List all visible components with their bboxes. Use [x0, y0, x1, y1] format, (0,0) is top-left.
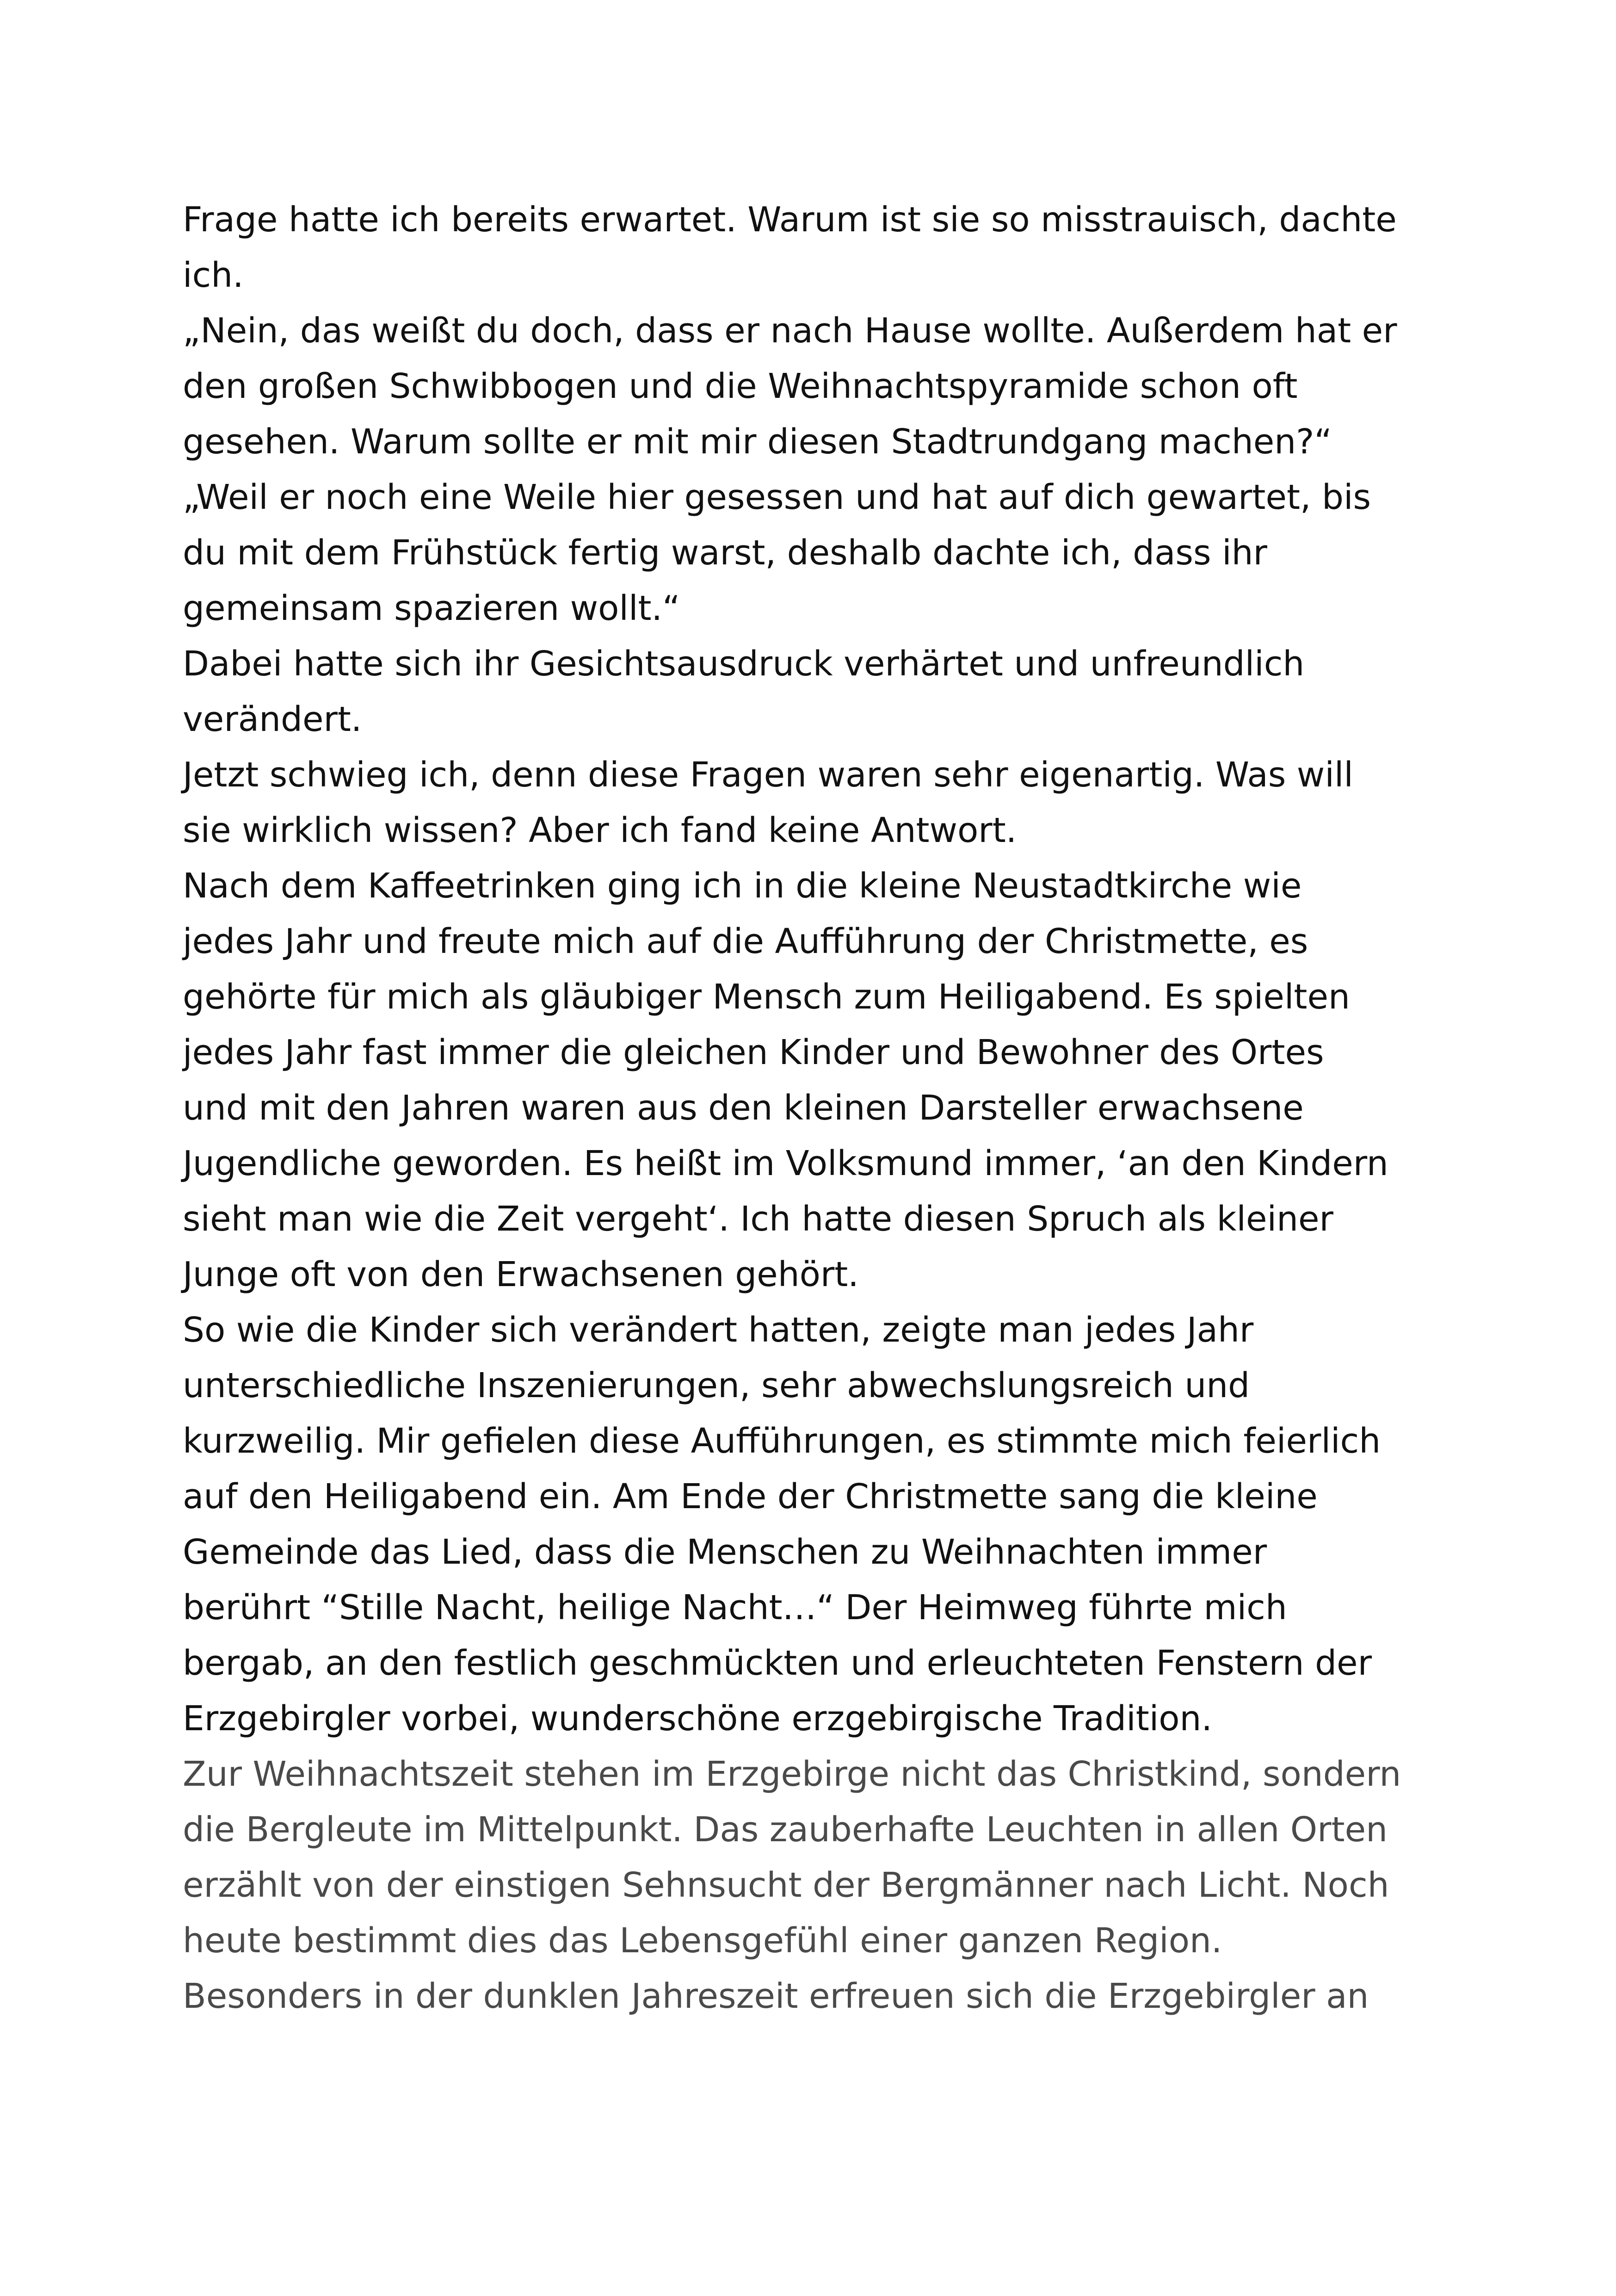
quoted-text-line: die Bergleute im Mittelpunkt. Das zauberhafte Leuchten in allen Orten [183, 1810, 1388, 1850]
text-line: du mit dem Frühstück fertig warst, deshalb dachte ich, dass ihr [183, 533, 1267, 573]
text-line: „Weil er noch eine Weile hier gesessen und hat auf dich gewartet, bis [183, 477, 1371, 517]
text-line: jedes Jahr fast immer die gleichen Kinder und Bewohner des Ortes [183, 1033, 1324, 1072]
text-line: und mit den Jahren waren aus den kleinen Darsteller erwachsene [183, 1088, 1304, 1128]
text-line: Nach dem Kaffeetrinken ging ich in die kleine Neustadtkirche wie [183, 866, 1302, 906]
quoted-text-line: Zur Weihnachtszeit stehen im Erzgebirge nicht das Christkind, sondern [183, 1754, 1401, 1794]
text-line: ich. [183, 255, 244, 295]
text-line: Jetzt schwieg ich, denn diese Fragen waren sehr eigenartig. Was will [183, 755, 1353, 795]
text-line: kurzweilig. Mir gefielen diese Aufführungen, es stimmte mich feierlich [183, 1421, 1381, 1461]
text-line: jedes Jahr und freute mich auf die Aufführung der Christmette, es [183, 922, 1308, 961]
body-text [183, 192, 1459, 2024]
text-line: auf den Heiligabend ein. Am Ende der Christmette sang die kleine [183, 1477, 1318, 1516]
text-line: sie wirklich wissen? Aber ich fand keine Antwort. [183, 811, 1017, 850]
text-line: gehörte für mich als gläubiger Mensch zum Heiligabend. Es spielten [183, 977, 1350, 1017]
text-line: Erzgebirgler vorbei, wunderschöne erzgebirgische Tradition. [183, 1699, 1212, 1739]
text-line: Jugendliche geworden. Es heißt im Volksmund immer, ‘an den Kindern [183, 1144, 1388, 1183]
quoted-text-line: Besonders in der dunklen Jahreszeit erfreuen sich die Erzgebirgler an [183, 1976, 1369, 2016]
text-line: „Nein, das weißt du doch, dass er nach Hause wollte. Außerdem hat er [183, 311, 1397, 351]
text-line: berührt “Stille Nacht, heilige Nacht…“ Der Heimweg führte mich [183, 1588, 1287, 1628]
text-line: gesehen. Warum sollte er mit mir diesen Stadtrundgang machen?“ [183, 422, 1332, 462]
text-line: So wie die Kinder sich verändert hatten, zeigte man jedes Jahr [183, 1310, 1254, 1350]
text-line: Dabei hatte sich ihr Gesichtsausdruck verhärtet und unfreundlich [183, 644, 1305, 684]
text-line: Gemeinde das Lied, dass die Menschen zu Weihnachten immer [183, 1532, 1267, 1572]
quoted-text-line: heute bestimmt dies das Lebensgefühl einer ganzen Region. [183, 1921, 1222, 1961]
text-line: unterschiedliche Inszenierungen, sehr abwechslungsreich und [183, 1366, 1250, 1405]
text-line: Frage hatte ich bereits erwartet. Warum ist sie so misstrauisch, dachte [183, 200, 1397, 240]
text-line: sieht man wie die Zeit vergeht‘. Ich hatte diesen Spruch als kleiner [183, 1199, 1333, 1239]
text-line: bergab, an den festlich geschmückten und erleuchteten Fenstern der [183, 1643, 1372, 1683]
quoted-text-line: erzählt von der einstigen Sehnsucht der Bergmänner nach Licht. Noch [183, 1865, 1389, 1905]
text-line: den großen Schwibbogen und die Weihnachtspyramide schon oft [183, 366, 1298, 406]
text-line: verändert. [183, 699, 362, 739]
text-line: Junge oft von den Erwachsenen gehört. [183, 1255, 859, 1294]
text-line: gemeinsam spazieren wollt.“ [183, 588, 680, 628]
